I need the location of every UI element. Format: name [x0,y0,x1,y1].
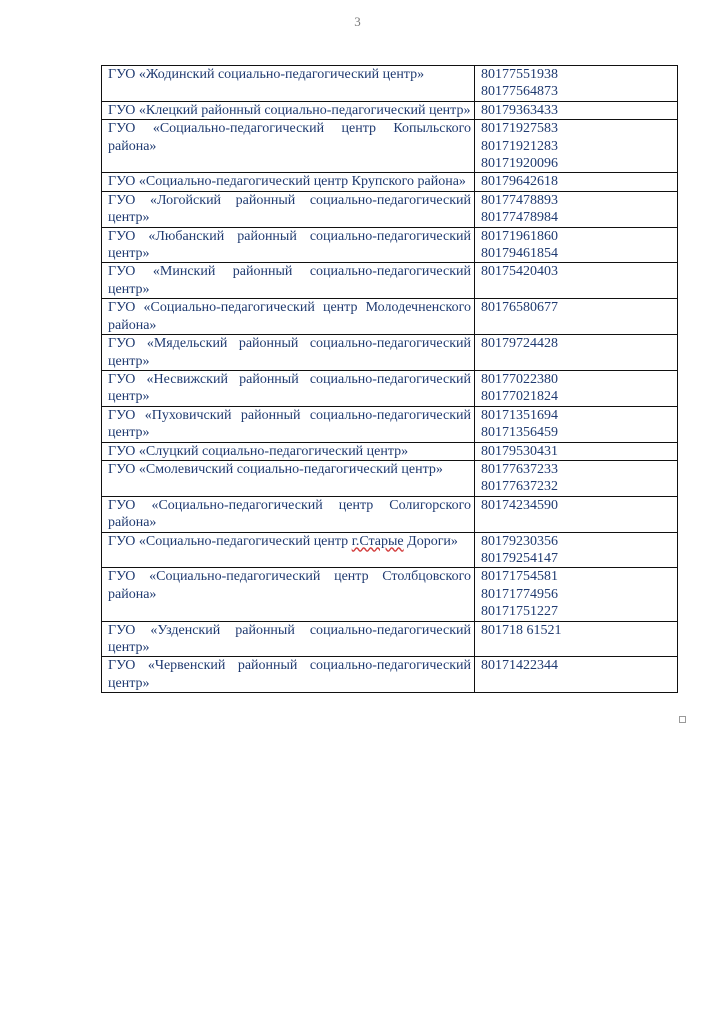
organization-name: ГУО «Минский районный социально-педагогический центр» [102,263,475,299]
organization-name: ГУО «Социально-педагогический центр Солигорского района» [102,496,475,532]
phone-cell [475,532,678,568]
phone-number: 80177564873 [481,84,558,100]
phone-number: 80171422344 [481,658,558,674]
phone-cell [475,496,678,532]
organization-name: ГУО «Смолевичский социально-педагогический центр» [102,460,475,496]
phone-number: 80177637232 [481,479,558,495]
phone-cell [475,191,678,227]
organization-name: ГУО «Социально-педагогический центр Копыльского района» [102,120,475,173]
table-row [102,120,678,173]
phone-cell [475,227,678,263]
organization-name: ГУО «Мядельский районный социально-педагогический центр» [102,335,475,371]
table-row [102,568,678,621]
table-row [102,442,678,460]
table-row [102,191,678,227]
organization-name: ГУО «Социально-педагогический центр Крупского района» [102,173,475,191]
table-row [102,496,678,532]
phone-cell [475,460,678,496]
table-row [102,66,678,102]
organization-name: ГУО «Пуховичский районный социально-педагогический центр» [102,406,475,442]
phone-cell [475,263,678,299]
phone-cell [475,370,678,406]
phone-number: 80176580677 [481,300,558,316]
organization-name: ГУО «Слуцкий социально-педагогический центр» [102,442,475,460]
organization-name: ГУО «Клецкий районный социально-педагогический центр» [102,101,475,119]
table-row [102,263,678,299]
phone-number: 80179642618 [481,174,558,190]
phone-cell [475,66,678,102]
phone-number: 80179530431 [481,443,558,459]
table-row [102,227,678,263]
phone-number: 80175420403 [481,264,558,280]
phone-cell [475,621,678,657]
organization-name: ГУО «Узденский районный социально-педагогический центр» [102,621,475,657]
organization-name: ГУО «Любанский районный социально-педагогический центр» [102,227,475,263]
table-row [102,370,678,406]
table-row [102,173,678,191]
organization-name: ГУО «Несвижский районный социально-педагогический центр» [102,370,475,406]
table-row [102,101,678,119]
phone-cell [475,442,678,460]
phone-number: 80171774956 [481,586,558,602]
phone-number: 80171356459 [481,425,558,441]
phone-number: 80171921283 [481,138,558,154]
table-row [102,406,678,442]
organization-name-part: Дороги» [403,533,458,549]
phone-number: 80179230356 [481,533,558,549]
contacts-table [101,65,678,693]
phone-cell [475,335,678,371]
organization-name: ГУО «Социально-педагогический центр Столбцовского района» [102,568,475,621]
phone-number: 80179461854 [481,246,558,262]
phone-cell [475,568,678,621]
phone-number: 801718 61521 [481,622,562,638]
phone-number: 80179724428 [481,336,558,352]
table-row [102,621,678,657]
phone-cell [475,173,678,191]
phone-number: 80171751227 [481,604,558,620]
phone-cell [475,657,678,693]
phone-number: 80171754581 [481,569,558,585]
phone-cell [475,120,678,173]
phone-cell [475,101,678,119]
organization-name: ГУО «Червенский районный социально-педагогический центр» [102,657,475,693]
phone-number: 80177478984 [481,210,558,226]
phone-number: 80179254147 [481,550,558,566]
table-row [102,657,678,693]
phone-cell [475,299,678,335]
phone-number: 80177478893 [481,192,558,208]
phone-number: 80171351694 [481,407,558,423]
organization-name: ГУО «Жодинский социально-педагогический центр» [102,66,475,102]
table-row [102,532,678,568]
organization-name-part: ГУО «Социально-педагогический центр [108,533,352,549]
phone-number: 80177637233 [481,461,558,477]
table-row [102,335,678,371]
table-row [102,460,678,496]
organization-name: ГУО «Социально-педагогический центр Молодечненского района» [102,299,475,335]
organization-name [102,532,475,568]
phone-number: 80177022380 [481,371,558,387]
page-number: 3 [354,14,361,29]
phone-number: 80177551938 [481,67,558,82]
phone-number: 80174234590 [481,497,558,513]
phone-number: 80171927583 [481,121,558,137]
phone-number: 80179363433 [481,102,558,118]
phone-number: 80171920096 [481,156,558,172]
organization-name: ГУО «Логойский районный социально-педагогический центр» [102,191,475,227]
table-row [102,299,678,335]
phone-cell [475,406,678,442]
phone-number: 80177021824 [481,389,558,405]
spellcheck-marked-word: г.Старые [351,533,404,549]
table-resize-handle[interactable] [679,716,686,723]
phone-number: 80171961860 [481,228,558,244]
